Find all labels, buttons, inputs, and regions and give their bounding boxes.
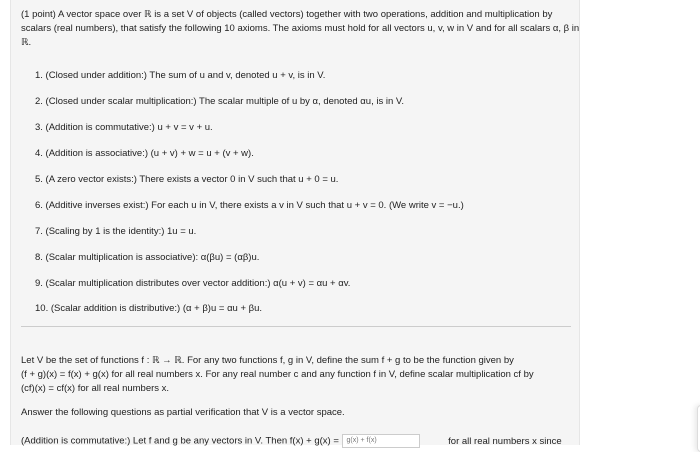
intro-line: scalars (real numbers), that satisfy the following 10 axioms. The axioms must hold for all vectors u, v, w in V and for all scalars α, β in	[21, 23, 580, 34]
instruction: Answer the following questions as partial verification that V is a vector space.	[21, 407, 345, 418]
intro-line: (1 point) A vector space over ℝ is a set V of objects (called vectors) together with two operations, addition and multiplication by	[21, 9, 553, 20]
problem-line: (cf)(x) = cf(x) for all real numbers x.	[21, 383, 170, 394]
axiom-6: 6. (Additive inverses exist:) For each u in V, there exists a v in V such that u + v = 0. (We write v = −u.)	[35, 200, 464, 211]
question-1-suffix: for all real numbers x since	[448, 435, 562, 447]
answer-input-1[interactable]: g(x) + f(x)	[342, 434, 420, 448]
axiom-7: 7. (Scaling by 1 is the identity:) 1u = u.	[35, 226, 197, 237]
axiom-5: 5. (A zero vector exists:) There exists a vector 0 in V such that u + 0 = u.	[35, 174, 339, 185]
divider	[21, 326, 571, 327]
problem-line: Let V be the set of functions f : ℝ → ℝ. For any two functions f, g in V, define the sum f + g to be the function given by	[21, 355, 514, 366]
axiom-4: 4. (Addition is associative:) (u + v) + w = u + (v + w).	[35, 148, 254, 159]
axiom-8: 8. (Scalar multiplication is associative): α(βu) = (αβ)u.	[35, 252, 260, 263]
axiom-2: 2. (Closed under scalar multiplication:) The scalar multiple of u by α, denoted αu, is in V.	[35, 96, 405, 107]
axiom-3: 3. (Addition is commutative:) u + v = v + u.	[35, 122, 213, 133]
axiom-10: 10. (Scalar addition is distributive:) (α + β)u = αu + βu.	[35, 303, 263, 314]
problem-line: (f + g)(x) = f(x) + g(x) for all real numbers x. For any real number c and any function f in V, define scalar multiplication cf by	[21, 369, 534, 380]
axiom-1: 1. (Closed under addition:) The sum of u and v, denoted u + v, is in V.	[35, 70, 326, 81]
axiom-9: 9. (Scalar multiplication distributes over vector addition:) α(u + v) = αu + αv.	[35, 278, 351, 289]
problem-panel	[10, 0, 580, 445]
question-1	[21, 434, 562, 448]
question-1-prefix: (Addition is commutative:) Let f and g be any vectors in V. Then f(x) + g(x) =	[21, 435, 339, 447]
intro-line: ℝ.	[21, 37, 32, 48]
